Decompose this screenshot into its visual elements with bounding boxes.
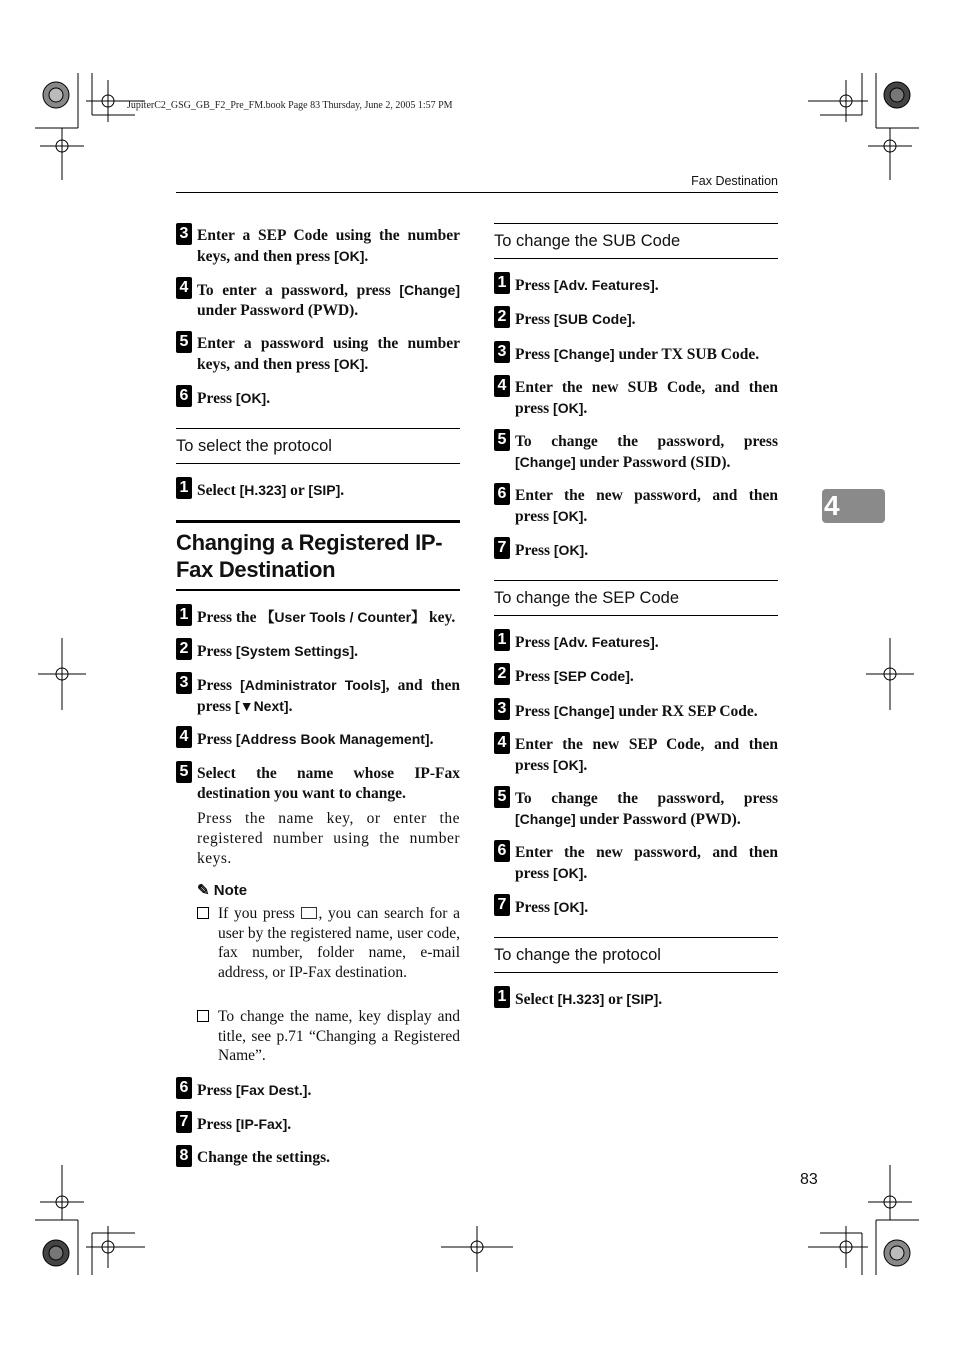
step-text-part: . xyxy=(266,390,271,407)
step xyxy=(494,666,778,687)
step-text-part: To enter a password, press xyxy=(197,282,400,299)
key-label: [Fax Dest.] xyxy=(235,1082,308,1098)
key-label: [OK] xyxy=(553,400,584,416)
step-text-part: . xyxy=(288,698,293,715)
step-text-part: Press xyxy=(515,346,554,363)
step-text-part: . xyxy=(584,542,589,559)
step-text-part: Press xyxy=(515,542,554,559)
key-label: [SEP Code] xyxy=(553,668,630,684)
step-text-part: . xyxy=(429,731,434,748)
step-text-part: . xyxy=(583,400,588,417)
subsection-heading: To select the protocol xyxy=(176,428,460,464)
step-text-part: or xyxy=(286,482,309,499)
step-text xyxy=(515,735,778,776)
step xyxy=(494,309,778,330)
step xyxy=(494,540,778,561)
step-number: 6 xyxy=(176,1077,192,1099)
step-text xyxy=(515,378,778,419)
step-number: 5 xyxy=(176,761,192,783)
step-text-part: Press xyxy=(515,899,554,916)
step xyxy=(176,675,460,717)
step xyxy=(494,843,778,884)
search-destination-icon xyxy=(301,907,317,919)
step-number: 2 xyxy=(176,638,192,660)
step-text-part: Press xyxy=(197,643,236,660)
key-label: [Adv. Features] xyxy=(553,634,655,650)
header-rule xyxy=(176,192,778,193)
step-text xyxy=(197,641,460,662)
step xyxy=(176,641,460,662)
step-text-part: , and then press xyxy=(197,677,461,715)
step-description: Press the name key, or enter the registered number using the number keys. xyxy=(197,810,460,867)
step-text xyxy=(515,632,778,653)
step xyxy=(494,275,778,296)
chapter-tab: 4 xyxy=(822,489,885,523)
step-number: 6 xyxy=(494,483,510,505)
step-text xyxy=(515,344,778,365)
step-number: 7 xyxy=(176,1111,192,1133)
step-text xyxy=(515,486,778,527)
step-text xyxy=(515,897,778,918)
step xyxy=(176,764,460,804)
step-number: 7 xyxy=(494,894,510,916)
step-number: 3 xyxy=(176,672,192,694)
step-text-part: . xyxy=(583,757,588,774)
checkbox-bullet-icon xyxy=(197,907,209,919)
step-text xyxy=(515,843,778,884)
step-text-part: Enter the new SUB Code, and then press xyxy=(515,379,778,417)
step xyxy=(176,1114,460,1135)
step-text-part: Enter a password using the number keys, and then press xyxy=(197,335,460,373)
step-text-part: or xyxy=(604,991,627,1008)
step-text-part: under Password (PWD). xyxy=(575,811,741,828)
step-text xyxy=(197,334,460,375)
step-text-part: under TX SUB Code. xyxy=(614,346,760,363)
step-text-part: under RX SEP Code. xyxy=(614,703,758,720)
step-number: 5 xyxy=(176,331,192,353)
step-number: 3 xyxy=(494,698,510,720)
step-text-part: . xyxy=(354,643,359,660)
step-text xyxy=(515,275,778,296)
section-heading xyxy=(176,520,460,591)
key-label: [Address Book Management] xyxy=(235,731,430,747)
key-label: [OK] xyxy=(553,757,584,773)
key-label: [IP-Fax] xyxy=(235,1116,288,1132)
step-text xyxy=(515,666,778,687)
step-text-part: Enter the new password, and then press xyxy=(515,487,778,525)
pencil-icon: ✎ xyxy=(197,882,210,899)
step-text xyxy=(515,540,778,561)
key-label: [OK] xyxy=(334,356,365,372)
step xyxy=(176,334,460,375)
step-number: 1 xyxy=(176,604,192,626)
step-number: 3 xyxy=(176,223,192,245)
step-text-part: . xyxy=(583,508,588,525)
key-label: [OK] xyxy=(235,390,267,406)
key-label: [System Settings] xyxy=(235,643,355,659)
step-text xyxy=(197,675,460,717)
key-label: [Change] xyxy=(515,454,576,470)
step-number: 2 xyxy=(494,663,510,685)
step xyxy=(494,378,778,419)
step-text xyxy=(515,432,778,473)
step-text xyxy=(515,789,778,830)
subsection-heading: To change the protocol xyxy=(494,937,778,973)
key-label: [OK] xyxy=(334,248,365,264)
step-text-part: . xyxy=(631,311,636,328)
step-text xyxy=(197,1080,460,1101)
key-label: [H.323] xyxy=(239,482,287,498)
step-number: 4 xyxy=(494,375,510,397)
key-label: [H.323] xyxy=(557,991,605,1007)
key-label: [OK] xyxy=(553,542,585,558)
step-text-part: . xyxy=(654,277,659,294)
step-text-part: Press xyxy=(197,677,241,694)
step-text-part: Press xyxy=(515,277,554,294)
step-text-part: Enter the new password, and then press xyxy=(515,844,778,882)
step-text-part: under Password (SID). xyxy=(575,454,731,471)
step-text-part: Enter the new SEP Code, and then press xyxy=(515,736,778,774)
step-text xyxy=(197,1148,460,1168)
step-text-part: key. xyxy=(425,609,456,626)
step xyxy=(494,701,778,722)
step-number: 5 xyxy=(494,786,510,808)
note-label: ✎ Note xyxy=(197,882,248,899)
step-number: 1 xyxy=(494,986,510,1008)
step-text-part: . xyxy=(658,991,663,1008)
key-label: [Change] xyxy=(553,346,615,362)
step xyxy=(176,226,460,267)
step-number: 1 xyxy=(176,477,192,499)
step xyxy=(494,344,778,365)
step-text-part: . xyxy=(583,865,588,882)
step-text-part: Enter a SEP Code using the number keys, and then press xyxy=(197,227,460,265)
step-number: 8 xyxy=(176,1145,192,1167)
step xyxy=(494,632,778,653)
step-text-part: To change the password, press xyxy=(515,433,778,450)
step-text-part: Press xyxy=(197,731,236,748)
note-item: To change the name, key display and title, see p.71 “Changing a Registered Name”. xyxy=(197,1007,460,1066)
step-number: 2 xyxy=(494,306,510,328)
step-number: 6 xyxy=(176,385,192,407)
step-text-part: Change the settings. xyxy=(197,1149,331,1166)
step-text xyxy=(515,989,778,1010)
step xyxy=(494,432,778,473)
step-text-part: . xyxy=(654,634,659,651)
step-text-part: Press xyxy=(197,1082,236,1099)
step-text xyxy=(197,764,460,804)
step-text-part: Press xyxy=(197,1116,236,1133)
key-label: [▼Next] xyxy=(235,698,289,714)
step-text xyxy=(197,480,460,501)
key-label: 【User Tools / Counter】 xyxy=(260,609,426,625)
key-label: [SIP] xyxy=(308,482,341,498)
step xyxy=(176,388,460,409)
step-number: 4 xyxy=(494,732,510,754)
key-label: [SIP] xyxy=(626,991,659,1007)
step-text-part: Select xyxy=(515,991,558,1008)
key-label: [Adv. Features] xyxy=(553,277,655,293)
key-label: [SUB Code] xyxy=(553,311,632,327)
step-text-part: Select xyxy=(197,482,240,499)
step-text xyxy=(197,1114,460,1135)
step-text-part: Press xyxy=(515,703,554,720)
subsection-heading: To change the SUB Code xyxy=(494,223,778,259)
step-text xyxy=(197,607,460,628)
step xyxy=(494,897,778,918)
step-number: 7 xyxy=(494,537,510,559)
subsection-heading: To change the SEP Code xyxy=(494,580,778,616)
step xyxy=(176,480,460,501)
step-number: 1 xyxy=(494,272,510,294)
step-text xyxy=(197,729,460,750)
step-number: 3 xyxy=(494,341,510,363)
step xyxy=(176,607,460,628)
step xyxy=(176,1080,460,1101)
step-text-part: . xyxy=(340,482,345,499)
key-label: [OK] xyxy=(553,899,585,915)
step-number: 4 xyxy=(176,726,192,748)
step-text-part: . xyxy=(364,248,369,265)
step-text-part: Select the name whose IP-Fax destination you want to change. xyxy=(197,765,460,802)
step-text xyxy=(515,701,778,722)
step-text-part: . xyxy=(364,356,369,373)
step-text xyxy=(515,309,778,330)
key-label: [Administrator Tools] xyxy=(240,677,386,693)
checkbox-bullet-icon xyxy=(197,1010,209,1022)
step-text-part: under Password (PWD). xyxy=(197,302,359,319)
step-text xyxy=(197,226,460,267)
step-text-part: Press xyxy=(197,390,236,407)
step-number: 1 xyxy=(494,629,510,651)
book-info: JupiterC2_GSG_GB_F2_Pre_FM.book Page 83 Thursday, June 2, 2005 1:57 PM xyxy=(127,100,453,111)
step-text-part: To change the password, press xyxy=(515,790,778,807)
step-text-part: . xyxy=(307,1082,312,1099)
key-label: [Change] xyxy=(515,811,576,827)
page-number: 83 xyxy=(800,1171,818,1188)
key-label: [Change] xyxy=(553,703,615,719)
step xyxy=(494,989,778,1010)
step xyxy=(494,789,778,830)
step-text-part: Press xyxy=(515,634,554,651)
step-text-part: Press the xyxy=(197,609,261,626)
step xyxy=(176,280,460,321)
step xyxy=(494,486,778,527)
step xyxy=(176,1148,460,1168)
step-number: 5 xyxy=(494,429,510,451)
step-text xyxy=(197,388,460,409)
key-label: [Change] xyxy=(399,282,460,298)
running-head: Fax Destination xyxy=(691,174,778,188)
step-text xyxy=(197,280,460,321)
step-text-part: . xyxy=(629,668,634,685)
step-number: 4 xyxy=(176,277,192,299)
step-text-part: Press xyxy=(515,668,554,685)
step-text-part: . xyxy=(584,899,589,916)
key-label: [OK] xyxy=(553,508,584,524)
step-number: 6 xyxy=(494,840,510,862)
section-title: Changing a Registered IP-Fax Destination xyxy=(176,530,443,582)
step-text-part: . xyxy=(287,1116,292,1133)
note-item: If you press , you can search for a user by the registered name, user code, fax number, folder name, e-mail address, or IP-Fax destination. xyxy=(197,904,460,982)
step-text-part: Press xyxy=(515,311,554,328)
step xyxy=(494,735,778,776)
step xyxy=(176,729,460,750)
key-label: [OK] xyxy=(553,865,584,881)
